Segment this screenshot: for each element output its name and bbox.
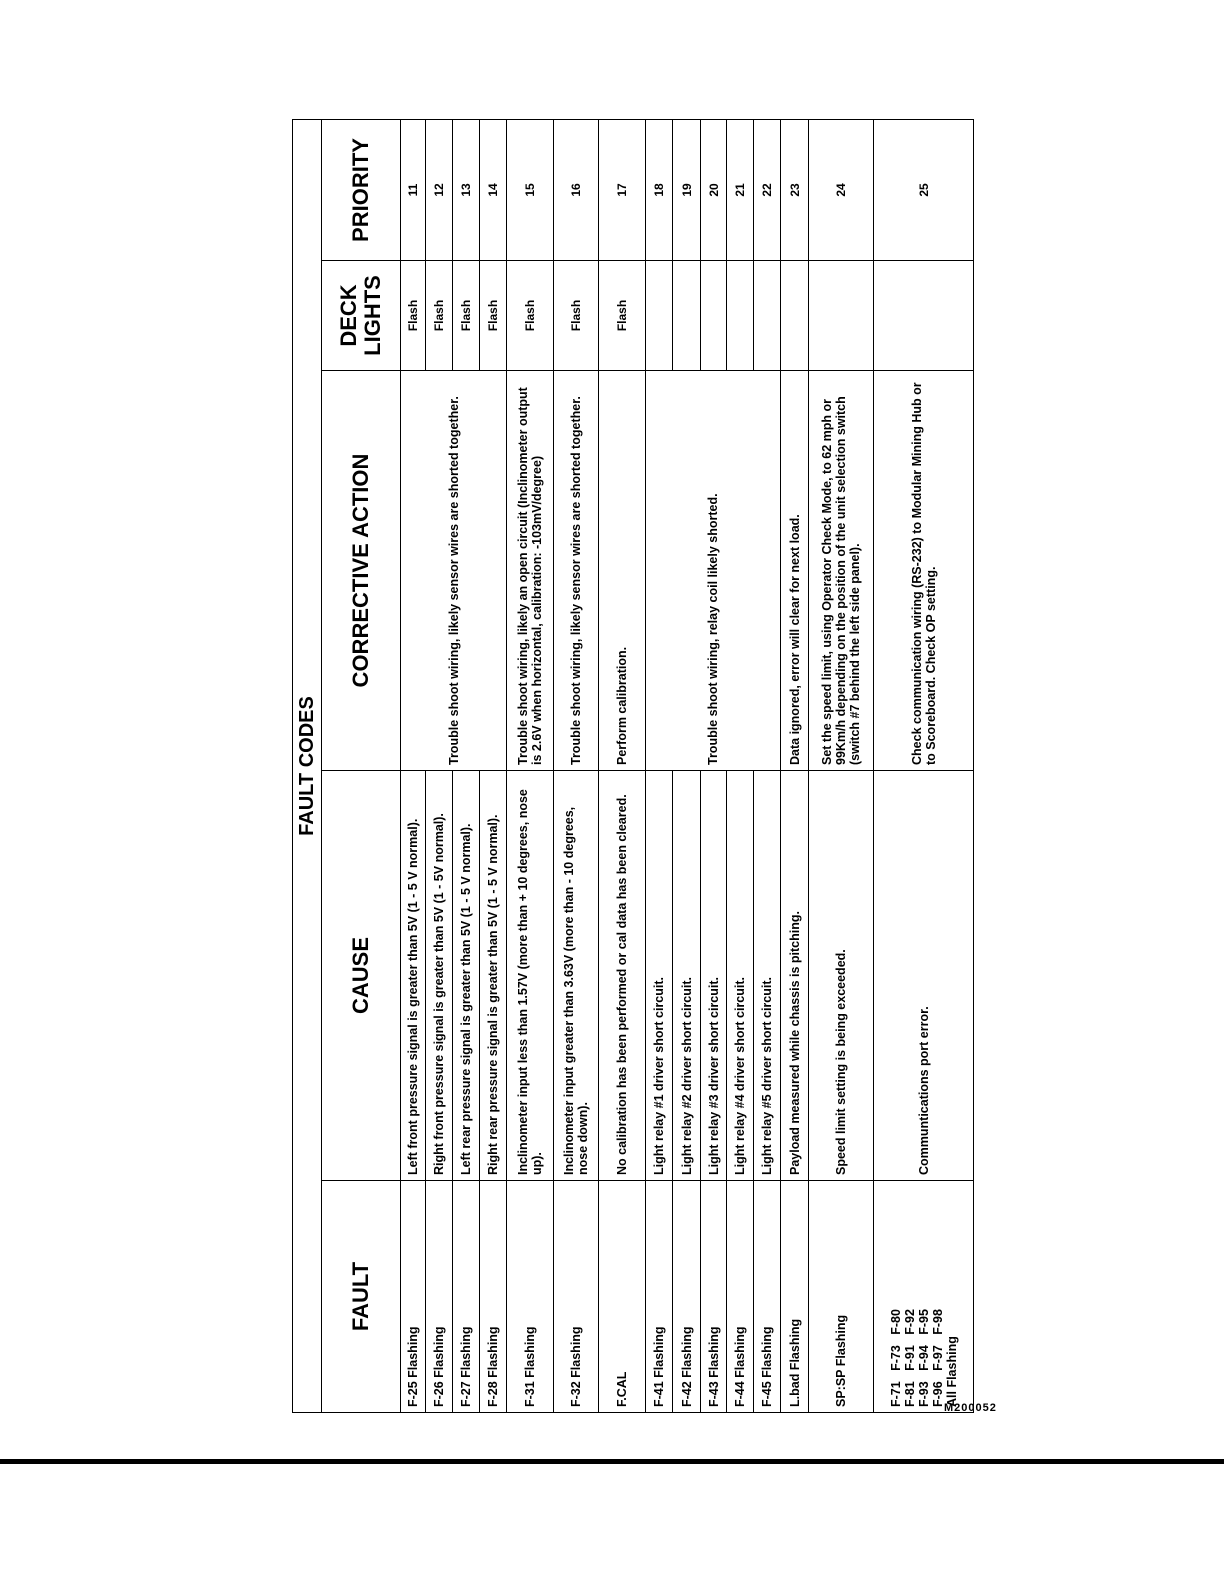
deck-lights: Flash [426, 261, 453, 371]
fault-cause: No calibration has been performed or cal data has been cleared. [599, 771, 646, 1181]
deck-lights: Flash [401, 261, 426, 371]
fault-code: F-25 Flashing [401, 1181, 426, 1413]
fault-code-line: F-71 F-73 F-80 [888, 1309, 903, 1407]
deck-lights [754, 261, 781, 371]
priority: 20 [701, 119, 727, 260]
fault-cause: Light relay #2 driver short circuit. [673, 771, 701, 1181]
fault-code: F-31 Flashing [507, 1181, 554, 1413]
fault-cause: Inclinometer input greater than 3.63V (more than - 10 degrees, nose down). [554, 771, 599, 1181]
deck-lights: Flash [480, 261, 507, 371]
fault-code: F-28 Flashing [480, 1181, 507, 1413]
table-title: FAULT CODES [293, 119, 322, 1412]
priority: 15 [507, 119, 554, 260]
table-row [809, 119, 874, 1412]
fault-code-line: F-81 F-91 F-92 [902, 1309, 917, 1407]
table-row [401, 119, 426, 1412]
fault-cause: Light relay #3 driver short circuit. [701, 771, 727, 1181]
deck-lights: Flash [599, 261, 646, 371]
fault-code: F-42 Flashing [673, 1181, 701, 1413]
deck-lights [809, 261, 874, 371]
col-lights-header: DECK LIGHTS [322, 261, 401, 371]
priority: 16 [554, 119, 599, 260]
page-divider [0, 1459, 1224, 1464]
deck-lights [874, 261, 974, 371]
fault-code-line: All Flashing [944, 1336, 959, 1407]
fault-cause: Light relay #4 driver short circuit. [727, 771, 754, 1181]
fault-code: F-44 Flashing [727, 1181, 754, 1413]
priority: 24 [809, 119, 874, 260]
priority: 23 [781, 119, 809, 260]
priority: 18 [646, 119, 673, 260]
deck-lights: Flash [507, 261, 554, 371]
fault-action: Trouble shoot wiring, likely sensor wires are shorted together. [401, 371, 507, 771]
priority: 19 [673, 119, 701, 260]
priority: 12 [426, 119, 453, 260]
fault-code: L.bad Flashing [781, 1181, 809, 1413]
deck-lights: Flash [453, 261, 480, 371]
table-row [554, 119, 599, 1412]
deck-lights [727, 261, 754, 371]
fault-codes-table [292, 119, 974, 1413]
col-action-header: CORRECTIVE ACTION [322, 371, 401, 771]
fault-action: Perform calibration. [599, 371, 646, 771]
deck-lights [781, 261, 809, 371]
fault-cause: Communtications port error. [874, 771, 974, 1181]
fault-action: Data ignored, error will clear for next load. [781, 371, 809, 771]
fault-code-line: F-96 F-97 F-98 [930, 1309, 945, 1407]
deck-lights [673, 261, 701, 371]
fault-code: F-26 Flashing [426, 1181, 453, 1413]
fault-action: Set the speed limit, using Operator Check Mode, to 62 mph or 99Km/h depending on the position of the unit selection switch (switch #7 behind the left side panel). [809, 371, 874, 771]
col-cause-header: CAUSE [322, 771, 401, 1181]
deck-lights [701, 261, 727, 371]
priority: 17 [599, 119, 646, 260]
fault-code-group [874, 1181, 974, 1413]
fault-cause: Speed limit setting is being exceeded. [809, 771, 874, 1181]
figure-id: M200052 [944, 1402, 997, 1414]
table-row [599, 119, 646, 1412]
fault-code: F-43 Flashing [701, 1181, 727, 1413]
fault-code: F-27 Flashing [453, 1181, 480, 1413]
priority: 13 [453, 119, 480, 260]
fault-cause: Left rear pressure signal is greater than 5V (1 - 5 V normal). [453, 771, 480, 1181]
table-row [781, 119, 809, 1412]
fault-action: Trouble shoot wiring, likely an open circuit (Inclinometer output is 2.6V when horizontal, calibration: -103mV/degree) [507, 371, 554, 771]
fault-codes-rotated [292, 120, 959, 1413]
fault-action: Trouble shoot wiring, relay coil likely shorted. [646, 371, 781, 771]
fault-code-line: F-93 F-94 F-95 [916, 1309, 931, 1407]
table-row [507, 119, 554, 1412]
fault-code: F-32 Flashing [554, 1181, 599, 1413]
priority: 11 [401, 119, 426, 260]
fault-action: Trouble shoot wiring, likely sensor wires are shorted together. [554, 371, 599, 771]
deck-lights [646, 261, 673, 371]
table-row [874, 119, 974, 1412]
fault-cause: Right rear pressure signal is greater than 5V (1 - 5 V normal). [480, 771, 507, 1181]
priority: 25 [874, 119, 974, 260]
fault-cause: Right front pressure signal is greater than 5V (1 - 5V normal). [426, 771, 453, 1181]
priority: 21 [727, 119, 754, 260]
fault-cause: Inclinometer input less than 1.57V (more than + 10 degrees, nose up). [507, 771, 554, 1181]
fault-cause: Left front pressure signal is greater than 5V (1 - 5 V normal). [401, 771, 426, 1181]
fault-action: Check communication wiring (RS-232) to Modular Mining Hub or to Scoreboard. Check OP setting. [874, 371, 974, 771]
priority: 14 [480, 119, 507, 260]
fault-cause: Payload measured while chassis is pitching. [781, 771, 809, 1181]
col-fault-header: FAULT [322, 1181, 401, 1413]
priority: 22 [754, 119, 781, 260]
table-row [646, 119, 673, 1412]
fault-code: F-41 Flashing [646, 1181, 673, 1413]
fault-code: F-45 Flashing [754, 1181, 781, 1413]
deck-lights: Flash [554, 261, 599, 371]
fault-cause: Light relay #1 driver short circuit. [646, 771, 673, 1181]
fault-cause: Light relay #5 driver short circuit. [754, 771, 781, 1181]
fault-code: F.CAL [599, 1181, 646, 1413]
col-priority-header: PRIORITY [322, 119, 401, 260]
fault-code: SP:SP Flashing [809, 1181, 874, 1413]
